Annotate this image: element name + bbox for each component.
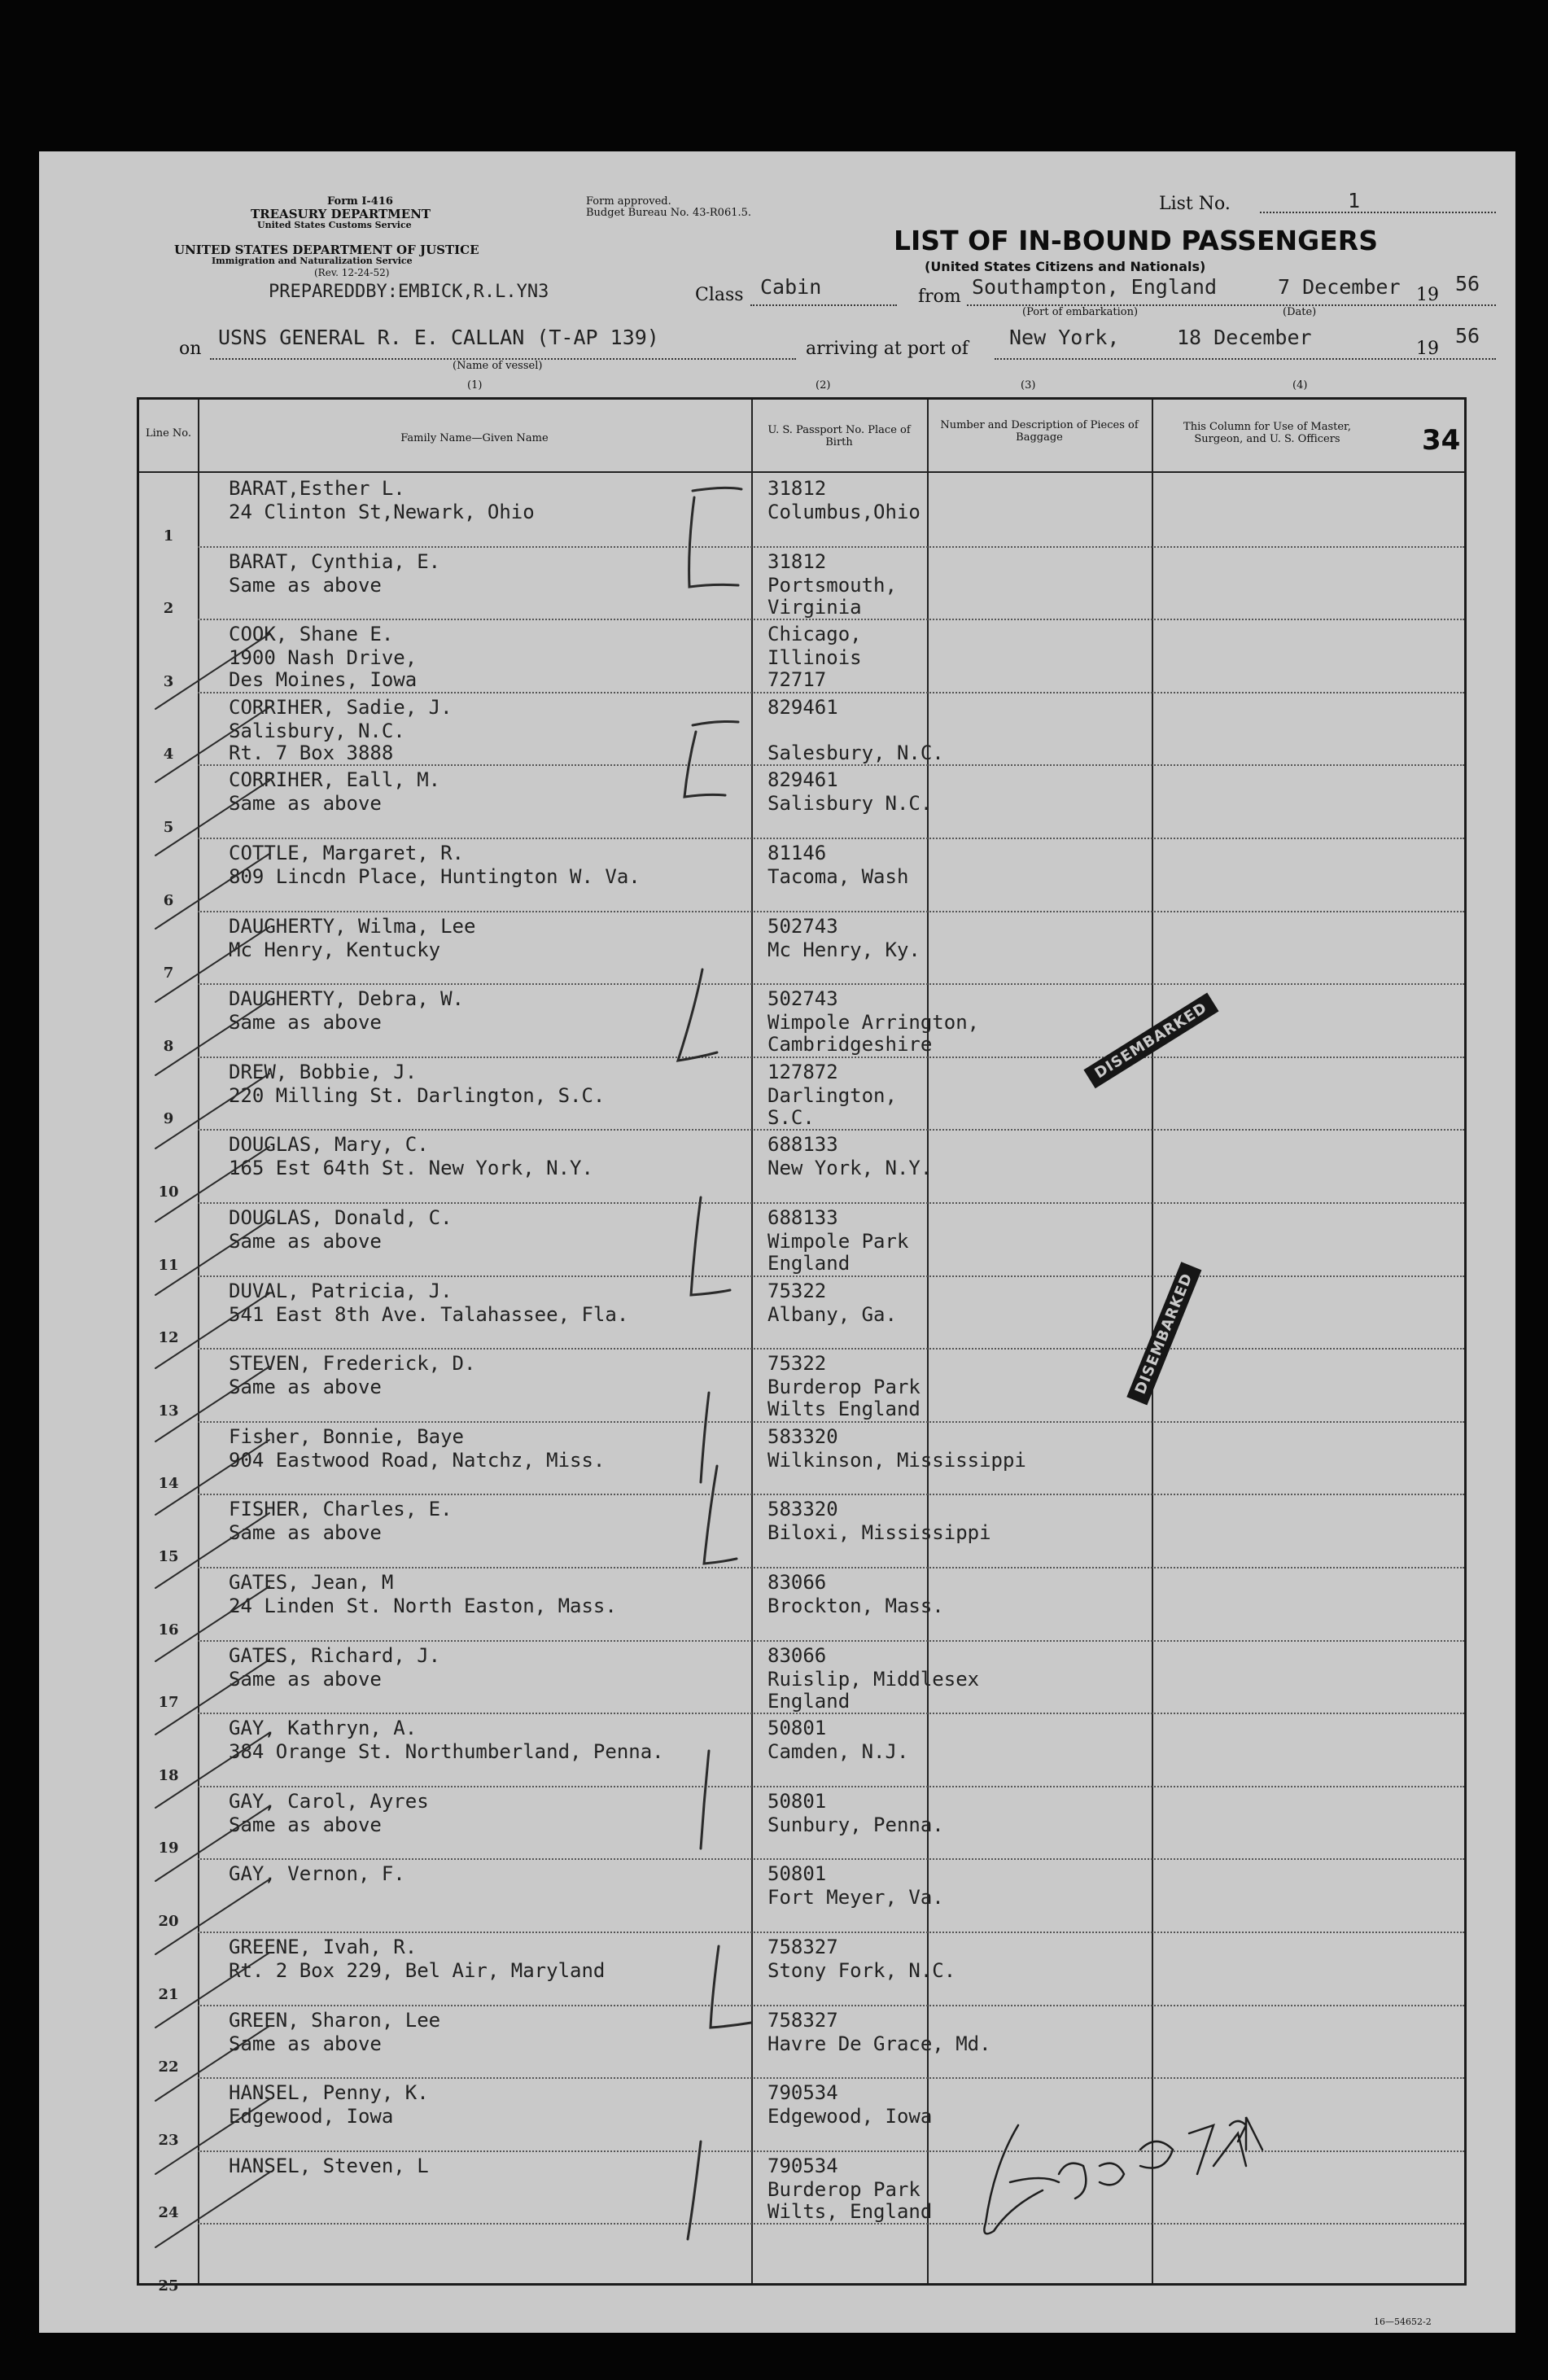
address: Same as above bbox=[229, 573, 382, 597]
line-number: 6 bbox=[163, 891, 174, 909]
header-officers: This Column for Use of Master, Surgeon, and U. S. Officers bbox=[1183, 421, 1351, 445]
place-of-birth: Havre De Grace, Md. bbox=[767, 2032, 991, 2055]
passport-number: Chicago, bbox=[767, 623, 862, 646]
place-of-birth: Albany, Ga. bbox=[767, 1302, 897, 1326]
family-name: DOUGLAS, Donald, C. bbox=[229, 1206, 453, 1229]
place-of-birth: Columbus,Ohio bbox=[767, 501, 920, 523]
passport-number: 790534 bbox=[767, 2081, 838, 2105]
vessel-name: USNS GENERAL R. E. CALLAN (T-AP 139) bbox=[218, 326, 659, 349]
line-number: 14 bbox=[158, 1475, 179, 1493]
line-number: 12 bbox=[158, 1329, 179, 1347]
line-number: 18 bbox=[158, 1766, 179, 1784]
justice-department: UNITED STATES DEPARTMENT OF JUSTICE bbox=[174, 243, 479, 257]
passport-number: 50801 bbox=[767, 1717, 827, 1740]
place-of-birth: Edgewood, Iowa bbox=[767, 2105, 933, 2128]
place-of-birth-line-2: England bbox=[767, 1252, 851, 1275]
on-label: on bbox=[179, 339, 202, 359]
class-line bbox=[750, 304, 897, 306]
place-of-birth: Brockton, Mass. bbox=[767, 1595, 944, 1617]
passport-number: 688133 bbox=[767, 1206, 838, 1229]
list-no-value: 1 bbox=[1348, 189, 1361, 212]
family-name: DREW, Bobbie, J. bbox=[229, 1060, 418, 1083]
passport-number: 31812 bbox=[767, 477, 827, 500]
family-name: GAY, Vernon, F. bbox=[229, 1862, 405, 1886]
arrival-port: New York, bbox=[1009, 326, 1120, 349]
place-of-birth-line-2: Cambridgeshire bbox=[767, 1033, 933, 1057]
passport-number: 50801 bbox=[767, 1862, 827, 1886]
address: Same as above bbox=[229, 1521, 382, 1545]
family-name: STEVEN, Frederick, D. bbox=[229, 1352, 476, 1376]
place-of-birth: Camden, N.J. bbox=[767, 1740, 909, 1764]
customs-service: United States Customs Service bbox=[257, 220, 412, 230]
place-of-birth: Burderop Park bbox=[767, 1376, 920, 1399]
passport-number: 50801 bbox=[767, 1789, 827, 1813]
address-line-2: Des Moines, Iowa bbox=[229, 668, 418, 692]
page-title: LIST OF IN-BOUND PASSENGERS bbox=[894, 225, 1378, 256]
family-name: DAUGHERTY, Debra, W. bbox=[229, 987, 464, 1011]
family-name: HANSEL, Steven, L bbox=[229, 2154, 429, 2177]
form-number: Form I-416 bbox=[327, 195, 393, 208]
list-no-label: List No. bbox=[1159, 194, 1231, 214]
place-of-birth: Darlington, bbox=[767, 1083, 897, 1107]
line-number: 22 bbox=[158, 2058, 179, 2076]
address: Salisbury, N.C. bbox=[229, 719, 405, 742]
class-label: Class bbox=[695, 285, 744, 305]
place-of-birth: Mc Henry, Ky. bbox=[767, 938, 920, 961]
address: Same as above bbox=[229, 1376, 382, 1399]
passport-number: 502743 bbox=[767, 987, 838, 1011]
place-of-birth-line-2: 72717 bbox=[767, 668, 827, 692]
address: 24 Linden St. North Easton, Mass. bbox=[229, 1595, 617, 1617]
address: 541 East 8th Ave. Talahassee, Fla. bbox=[229, 1302, 629, 1326]
port-of-embarkation-caption: (Port of embarkation) bbox=[1022, 306, 1139, 318]
departure-date: 7 December bbox=[1278, 275, 1401, 299]
passport-number: 583320 bbox=[767, 1498, 838, 1521]
line-number: 8 bbox=[163, 1037, 174, 1055]
passport-number: 688133 bbox=[767, 1133, 838, 1157]
place-of-birth-line-2: Wilts, England bbox=[767, 2199, 933, 2223]
line-number: 7 bbox=[163, 965, 174, 982]
list-no-line bbox=[1260, 212, 1496, 213]
passport-number: 83066 bbox=[767, 1571, 827, 1594]
family-name: HANSEL, Penny, K. bbox=[229, 2081, 429, 2105]
column-index-3: (3) bbox=[1021, 379, 1036, 392]
passport-number: 502743 bbox=[767, 914, 838, 938]
family-name: GREENE, Ivah, R. bbox=[229, 1936, 418, 1958]
immigration-service: Immigration and Naturalization Service bbox=[212, 256, 413, 266]
line-number: 11 bbox=[158, 1256, 179, 1274]
place-of-birth: Portsmouth, bbox=[767, 573, 897, 597]
disembarked-stamp: DISEMBARKED bbox=[1126, 1262, 1201, 1406]
passport-number: 758327 bbox=[767, 2008, 838, 2032]
family-name: GREEN, Sharon, Lee bbox=[229, 2008, 441, 2032]
family-name: GATES, Jean, M bbox=[229, 1571, 394, 1594]
family-name: COTTLE, Margaret, R. bbox=[229, 842, 464, 864]
passport-number: 758327 bbox=[767, 1936, 838, 1958]
page-subtitle: (United States Citizens and Nationals) bbox=[925, 259, 1206, 274]
place-of-birth: Fort Meyer, Va. bbox=[767, 1886, 944, 1910]
place-of-birth: Sunbury, Penna. bbox=[767, 1813, 944, 1836]
from-label: from bbox=[918, 287, 961, 307]
arrival-year: 56 bbox=[1455, 324, 1480, 348]
address: Same as above bbox=[229, 2032, 382, 2055]
line-number: 19 bbox=[158, 1840, 179, 1857]
place-of-birth: Wilkinson, Mississippi bbox=[767, 1448, 1026, 1472]
line-number: 25 bbox=[158, 2277, 179, 2295]
line-number: 13 bbox=[158, 1402, 179, 1420]
address: 165 Est 64th St. New York, N.Y. bbox=[229, 1157, 593, 1180]
passenger-table bbox=[137, 397, 1467, 2295]
line-number: 5 bbox=[163, 818, 174, 836]
passport-number: 790534 bbox=[767, 2154, 838, 2177]
arriving-label: arriving at port of bbox=[806, 339, 969, 359]
passport-number: 75322 bbox=[767, 1279, 827, 1302]
place-of-birth-line-2: Salesbury, N.C. bbox=[767, 741, 944, 764]
departure-year-prefix: 19 bbox=[1416, 285, 1439, 305]
address: 904 Eastwood Road, Natchz, Miss. bbox=[229, 1448, 606, 1472]
place-of-birth: Illinois bbox=[767, 646, 862, 670]
line-number: 21 bbox=[158, 1985, 179, 2003]
line-number: 16 bbox=[158, 1621, 179, 1638]
family-name: CORRIHER, Eall, M. bbox=[229, 768, 441, 792]
vessel-caption: (Name of vessel) bbox=[453, 360, 543, 372]
address: Rt. 2 Box 229, Bel Air, Maryland bbox=[229, 1959, 606, 1982]
place-of-birth: Burderop Park bbox=[767, 2177, 920, 2201]
passport-number: 75322 bbox=[767, 1352, 827, 1376]
from-value: Southampton, England bbox=[972, 275, 1218, 299]
line-number: 2 bbox=[163, 600, 174, 618]
family-name: BARAT,Esther L. bbox=[229, 477, 405, 500]
address: 24 Clinton St,Newark, Ohio bbox=[229, 501, 535, 523]
passport-number: 583320 bbox=[767, 1424, 838, 1448]
address: 220 Milling St. Darlington, S.C. bbox=[229, 1083, 606, 1107]
departure-year: 56 bbox=[1455, 272, 1480, 295]
disembarked-stamp: DISEMBARKED bbox=[1083, 993, 1218, 1088]
line-number: 23 bbox=[158, 2131, 179, 2149]
family-name: DUVAL, Patricia, J. bbox=[229, 1279, 453, 1302]
address: Mc Henry, Kentucky bbox=[229, 938, 441, 961]
line-number: 4 bbox=[163, 746, 174, 763]
line-number: 10 bbox=[158, 1183, 179, 1201]
form-approved: Form approved. bbox=[586, 195, 671, 208]
arrival-date: 18 December bbox=[1177, 326, 1312, 349]
family-name: CORRIHER, Sadie, J. bbox=[229, 695, 453, 719]
family-name: COOK, Shane E. bbox=[229, 623, 394, 646]
passport-number: 127872 bbox=[767, 1060, 838, 1083]
line-number: 20 bbox=[158, 1912, 179, 1930]
column-index-1: (1) bbox=[467, 379, 483, 392]
line-number: 3 bbox=[163, 672, 174, 690]
column-index-4: (4) bbox=[1292, 379, 1308, 392]
family-name: GAY, Kathryn, A. bbox=[229, 1717, 418, 1740]
passport-number: 31812 bbox=[767, 549, 827, 573]
address: 384 Orange St. Northumberland, Penna. bbox=[229, 1740, 664, 1764]
address: Same as above bbox=[229, 792, 382, 816]
family-name: BARAT, Cynthia, E. bbox=[229, 549, 441, 573]
address: Edgewood, Iowa bbox=[229, 2105, 394, 2128]
passport-number: 81146 bbox=[767, 842, 827, 864]
line-number: 9 bbox=[163, 1110, 174, 1128]
family-name: DAUGHERTY, Wilma, Lee bbox=[229, 914, 476, 938]
family-name: Fisher, Bonnie, Baye bbox=[229, 1424, 464, 1448]
passport-number: 829461 bbox=[767, 695, 838, 719]
revision-date: (Rev. 12-24-52) bbox=[314, 267, 390, 278]
address: Same as above bbox=[229, 1667, 382, 1691]
family-name: GAY, Carol, Ayres bbox=[229, 1789, 429, 1813]
family-name: DOUGLAS, Mary, C. bbox=[229, 1133, 429, 1157]
line-number: 1 bbox=[163, 527, 174, 545]
place-of-birth-line-2: Wilts England bbox=[767, 1398, 920, 1421]
address: Same as above bbox=[229, 1011, 382, 1035]
family-name: FISHER, Charles, E. bbox=[229, 1498, 453, 1521]
place-of-birth: Stony Fork, N.C. bbox=[767, 1959, 956, 1982]
address: 1900 Nash Drive, bbox=[229, 646, 418, 670]
column-index-2: (2) bbox=[816, 379, 831, 392]
place-of-birth: Biloxi, Mississippi bbox=[767, 1521, 991, 1545]
place-of-birth: Wimpole Park bbox=[767, 1230, 909, 1253]
header-line-no: Line No. bbox=[145, 427, 192, 440]
handwritten-check-marks bbox=[139, 400, 1469, 2288]
date-caption: (Date) bbox=[1283, 306, 1317, 318]
place-of-birth-line-2: S.C. bbox=[767, 1105, 815, 1129]
place-of-birth: Ruislip, Middlesex bbox=[767, 1667, 980, 1691]
place-of-birth: New York, N.Y. bbox=[767, 1157, 933, 1180]
budget-bureau: Budget Bureau No. 43-R061.5. bbox=[586, 207, 752, 219]
header-baggage: Number and Description of Pieces of Baggage bbox=[940, 419, 1139, 444]
line-number: 24 bbox=[158, 2204, 179, 2222]
passport-number: 829461 bbox=[767, 768, 838, 792]
prepared-by: PREPAREDDBY:EMBICK,R.L.YN3 bbox=[269, 282, 549, 302]
place-of-birth: Tacoma, Wash bbox=[767, 865, 909, 888]
passport-number: 83066 bbox=[767, 1643, 827, 1667]
address: Same as above bbox=[229, 1813, 382, 1836]
treasury-department: TREASURY DEPARTMENT bbox=[251, 207, 431, 221]
family-name: GATES, Richard, J. bbox=[229, 1643, 441, 1667]
address: Same as above bbox=[229, 1230, 382, 1253]
place-of-birth-line-2: Virginia bbox=[767, 595, 862, 619]
line-number: 17 bbox=[158, 1694, 179, 1712]
address-line-2: Rt. 7 Box 3888 bbox=[229, 741, 394, 764]
place-of-birth: Wimpole Arrington, bbox=[767, 1011, 980, 1035]
page-number: 34 bbox=[1422, 424, 1461, 457]
address: 809 Lincdn Place, Huntington W. Va. bbox=[229, 865, 641, 888]
place-of-birth: Salisbury N.C. bbox=[767, 792, 933, 816]
arrival-year-prefix: 19 bbox=[1416, 339, 1439, 359]
line-number: 15 bbox=[158, 1547, 179, 1565]
footer-code: 16—54652-2 bbox=[1374, 2317, 1432, 2327]
place-of-birth-line-2: England bbox=[767, 1689, 851, 1713]
class-value: Cabin bbox=[760, 275, 822, 299]
header-name: Family Name—Given Name bbox=[400, 432, 549, 444]
header-passport: U. S. Passport No. Place of Birth bbox=[767, 424, 911, 448]
